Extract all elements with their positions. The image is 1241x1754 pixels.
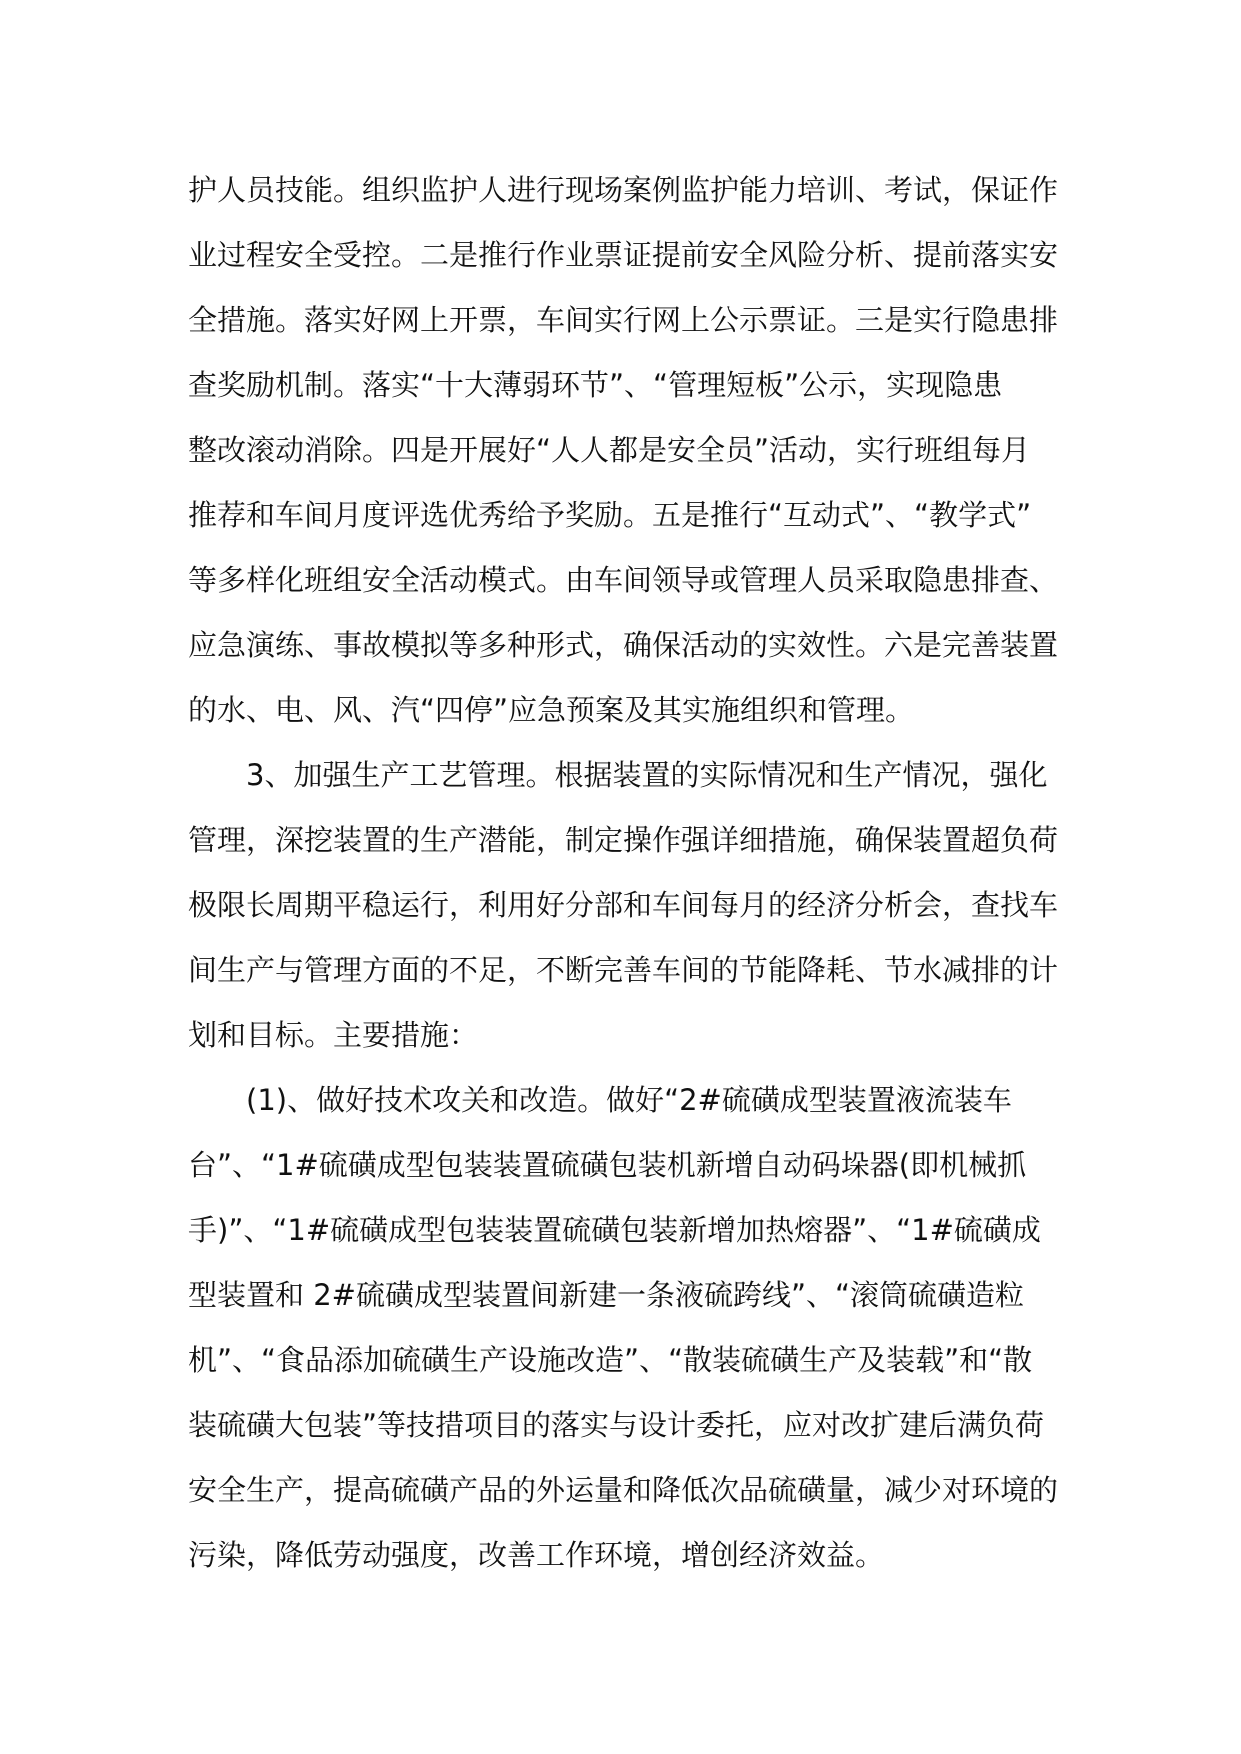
text-line: 安全生产，提高硫磺产品的外运量和降低次品硫磺量，减少对环境的 [188,1473,1059,1507]
text-line: 全措施。落实好网上开票，车间实行网上公示票证。三是实行隐患排 [188,303,1059,337]
text-line: 应急演练、事故模拟等多种形式，确保活动的实效性。六是完善装置 [188,628,1059,662]
paragraph-technical-upgrade [188,1068,1066,1588]
text-line: 整改滚动消除。四是开展好“人人都是安全员”活动，实行班组每月 [188,433,1031,467]
paragraph-safety-measures [188,158,1066,743]
document-body [188,158,1066,1588]
text-line: 查奖励机制。落实“十大薄弱环节”、“管理短板”公示，实现隐患 [188,368,1003,402]
text-line: 护人员技能。组织监护人进行现场案例监护能力培训、考试，保证作 [188,173,1059,207]
text-line: 台”、“1#硫磺成型包装装置硫磺包装机新增自动码垛器(即机械抓 [188,1148,1027,1182]
text-line: 型装置和 2#硫磺成型装置间新建一条液硫跨线”、“滚筒硫磺造粒 [188,1278,1025,1312]
text-line: (1)、做好技术攻关和改造。做好“2#硫磺成型装置液流装车 [246,1083,1012,1117]
paragraph-process-management [188,743,1066,1068]
text-line: 机”、“食品添加硫磺生产设施改造”、“散装硫磺生产及装载”和“散 [188,1343,1033,1377]
text-line: 划和目标。主要措施： [188,1018,479,1052]
text-line: 3、加强生产工艺管理。根据装置的实际情况和生产情况，强化 [246,758,1048,792]
text-line: 手)”、“1#硫磺成型包装装置硫磺包装新增加热熔器”、“1#硫磺成 [188,1213,1041,1247]
text-line: 推荐和车间月度评选优秀给予奖励。五是推行“互动式”、“教学式” [188,498,1032,532]
text-line: 的水、电、风、汽“四停”应急预案及其实施组织和管理。 [188,693,915,727]
text-line: 管理，深挖装置的生产潜能，制定操作强详细措施，确保装置超负荷 [188,823,1059,857]
text-line: 极限长周期平稳运行，利用好分部和车间每月的经济分析会，查找车 [188,888,1059,922]
text-line: 间生产与管理方面的不足，不断完善车间的节能降耗、节水减排的计 [188,953,1059,987]
text-line: 等多样化班组安全活动模式。由车间领导或管理人员采取隐患排查、 [188,563,1059,597]
text-line: 装硫磺大包装”等技措项目的落实与设计委托，应对改扩建后满负荷 [188,1408,1045,1442]
text-line: 业过程安全受控。二是推行作业票证提前安全风险分析、提前落实安 [188,238,1059,272]
text-line: 污染，降低劳动强度，改善工作环境，增创经济效益。 [188,1538,885,1572]
